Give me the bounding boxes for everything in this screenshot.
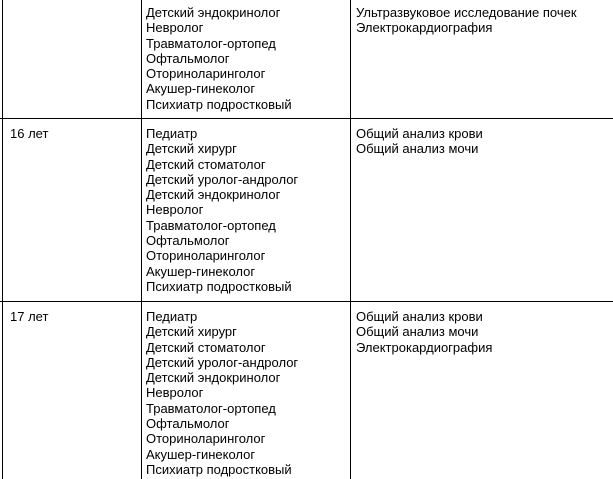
list-item: Детский эндокринолог <box>146 370 281 386</box>
list-item: Травматолог-ортопед <box>146 35 276 51</box>
list-item: Травматолог-ортопед <box>146 400 276 416</box>
specialists-cell <box>146 5 292 112</box>
list-item: Психиатр подростковый <box>146 278 292 294</box>
list-item: Педиатр <box>146 309 198 324</box>
list-item: Офтальмолог <box>146 416 230 432</box>
list-item: Детский стоматолог <box>146 339 266 355</box>
list-item: Офтальмолог <box>146 233 230 249</box>
list-item: Детский стоматолог <box>146 156 266 172</box>
list-item: Офтальмолог <box>146 50 230 66</box>
list-item: Детский эндокринолог <box>146 187 281 203</box>
table-border-left <box>2 0 3 479</box>
list-item: Акушер-гинеколог <box>146 446 256 462</box>
list-item: Оториноларинголог <box>146 431 266 447</box>
row-divider-1 <box>0 118 613 119</box>
list-item: Общий анализ мочи <box>356 324 479 340</box>
list-item: Детский хирург <box>146 141 237 157</box>
age-cell: 16 лет <box>10 126 49 141</box>
column-divider-1 <box>141 0 142 479</box>
list-item: Общий анализ крови <box>356 309 483 324</box>
exams-cell <box>356 309 492 355</box>
row-divider-2 <box>0 301 613 302</box>
list-item: Невролог <box>146 202 204 218</box>
list-item: Детский хирург <box>146 324 237 340</box>
list-item: Оториноларинголог <box>146 248 266 264</box>
list-item: Детский эндокринолог <box>146 5 281 20</box>
list-item: Оториноларинголог <box>146 66 266 82</box>
list-item: Ультразвуковое исследование почек <box>356 5 577 20</box>
list-item: Травматолог-ортопед <box>146 217 276 233</box>
list-item: Электрокардиография <box>356 339 493 355</box>
exams-cell <box>356 5 577 36</box>
list-item: Невролог <box>146 385 204 401</box>
age-cell: 17 лет <box>10 309 49 324</box>
specialists-cell <box>146 309 298 477</box>
list-item: Психиатр подростковый <box>146 96 292 112</box>
list-item: Детский уролог-андролог <box>146 354 299 370</box>
list-item: Педиатр <box>146 126 198 141</box>
list-item: Общий анализ мочи <box>356 141 479 157</box>
list-item: Детский уролог-андролог <box>146 171 299 187</box>
list-item: Акушер-гинеколог <box>146 81 256 97</box>
list-item: Электрокардиография <box>356 20 493 36</box>
list-item: Общий анализ крови <box>356 126 483 141</box>
column-divider-2 <box>350 0 351 479</box>
list-item: Психиатр подростковый <box>146 461 292 477</box>
list-item: Невролог <box>146 20 204 36</box>
list-item: Акушер-гинеколог <box>146 263 256 279</box>
specialists-cell <box>146 126 298 294</box>
exams-cell <box>356 126 483 157</box>
